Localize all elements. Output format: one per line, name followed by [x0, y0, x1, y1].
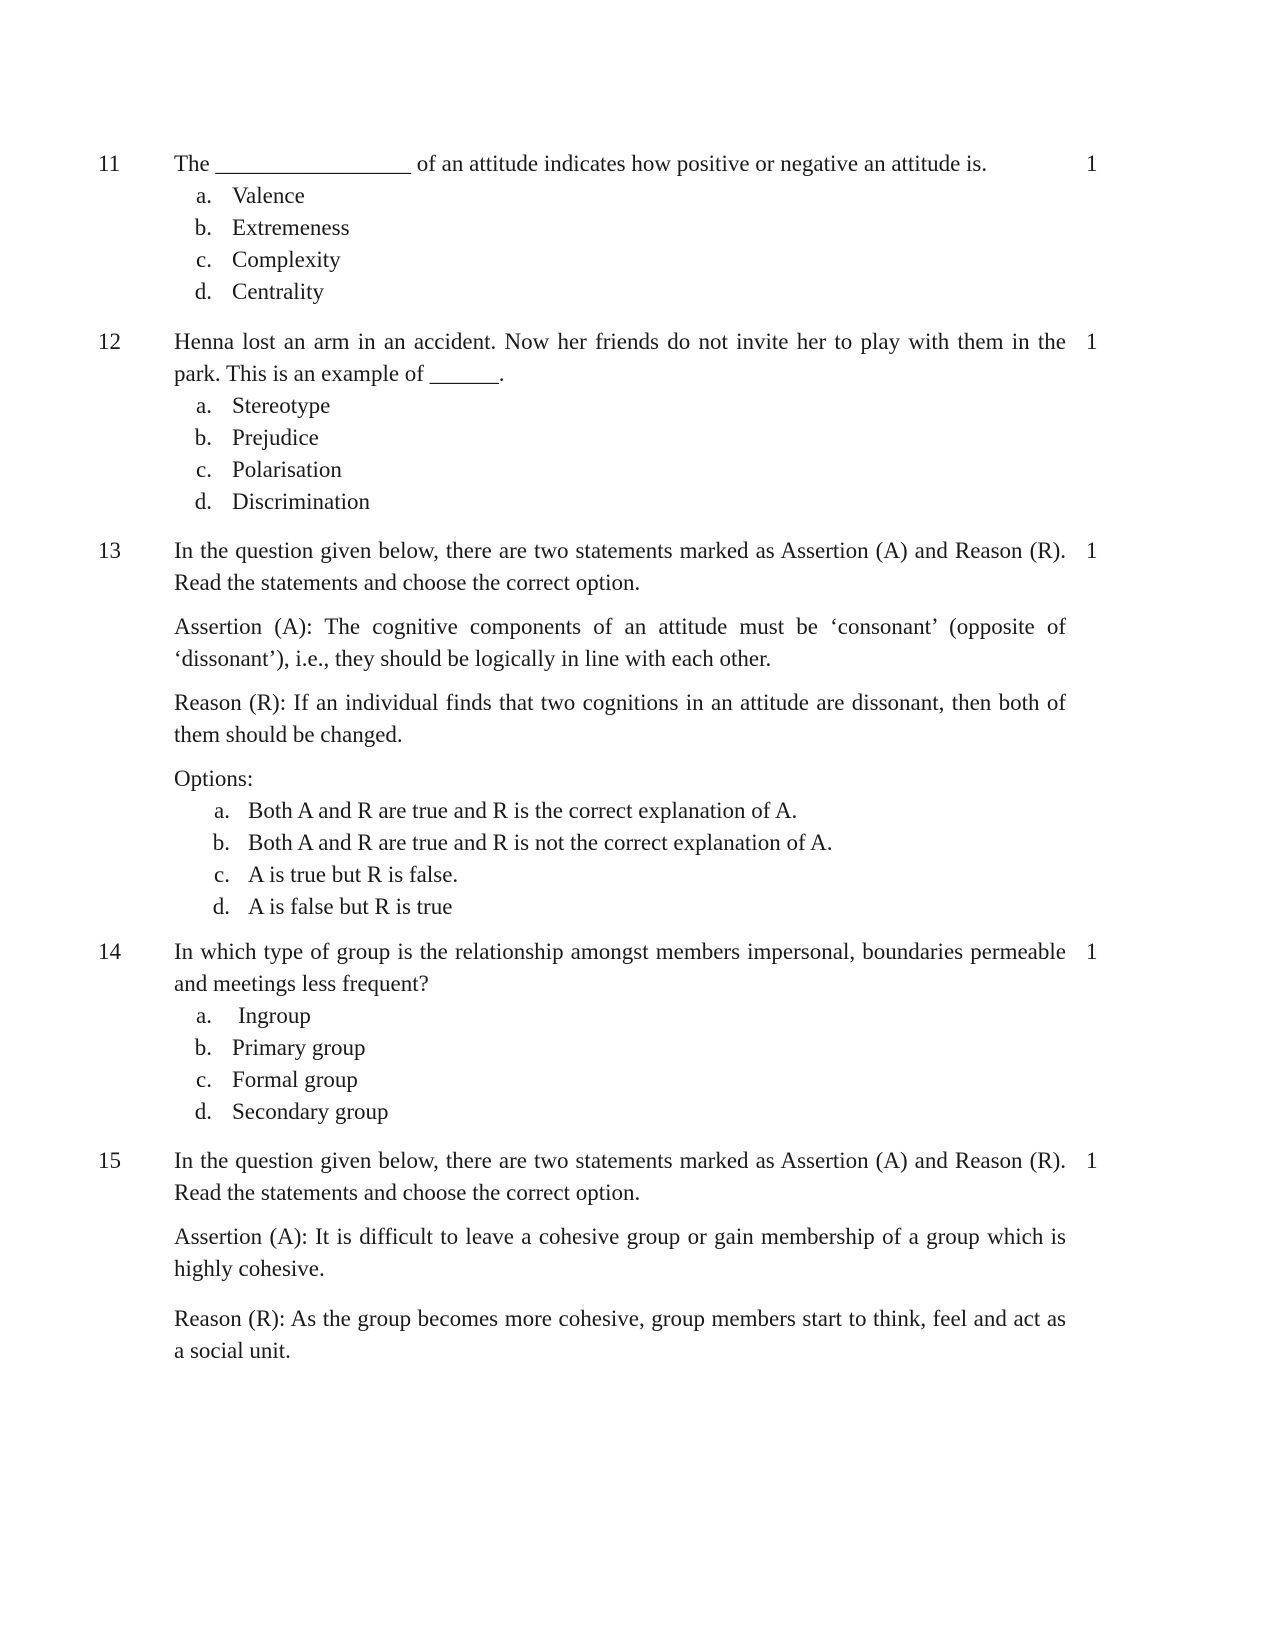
option-text: A is true but R is false. [248, 862, 459, 887]
option-letter: d. [194, 1099, 212, 1124]
question-text: In which type of group is the relationship amongst members impersonal, boundaries permeable and meetings less frequent? [174, 939, 1066, 996]
option-letter: c. [196, 457, 212, 482]
option-text: Ingroup [238, 1003, 311, 1028]
option-letter: b. [212, 830, 230, 855]
option-letter: a. [214, 798, 230, 823]
question-body [174, 936, 1066, 1128]
question-marks: 1 [1086, 538, 1098, 563]
question-marks: 1 [1086, 939, 1098, 964]
assertion-text: Assertion (A): It is difficult to leave a cohesive group or gain membership of a group which is highly cohesive. [174, 1224, 1066, 1281]
question-body [174, 148, 1066, 308]
option-text: Extremeness [232, 215, 350, 240]
question-number: 14 [98, 939, 121, 964]
option-text: Prejudice [232, 425, 319, 450]
option-letter: d. [194, 489, 212, 514]
option-text: Both A and R are true and R is not the correct explanation of A. [248, 830, 833, 855]
option-d [174, 486, 1066, 518]
option-c [174, 454, 1066, 486]
option-d [174, 1096, 1066, 1128]
option-text: Stereotype [232, 393, 331, 418]
option-a [174, 795, 1066, 827]
option-b [174, 1032, 1066, 1064]
option-letter: d. [194, 279, 212, 304]
option-letter: a. [196, 393, 212, 418]
options-label: Options: [174, 766, 254, 791]
option-list [174, 390, 1066, 518]
assertion-text: Assertion (A): The cognitive components of an attitude must be ‘consonant’ (opposite of ‘dissonant’), i.e., they should be logically in line with each other. [174, 614, 1066, 671]
option-text: Centrality [232, 279, 324, 304]
option-c [174, 1064, 1066, 1096]
reason-text: Reason (R): As the group becomes more cohesive, group members start to think, feel and act as a social unit. [174, 1306, 1066, 1363]
question-marks: 1 [1086, 151, 1098, 176]
option-text: Polarisation [232, 457, 342, 482]
question-body [174, 535, 1066, 923]
option-b [174, 212, 1066, 244]
option-b [174, 827, 1066, 859]
option-list [174, 180, 1066, 308]
option-letter: b. [194, 215, 212, 240]
question-number: 13 [98, 538, 121, 563]
option-a [174, 390, 1066, 422]
option-letter: c. [196, 247, 212, 272]
question-text: The _________________ of an attitude indicates how positive or negative an attitude is. [174, 151, 988, 176]
question-number: 11 [98, 151, 121, 176]
option-letter: b. [194, 1035, 212, 1060]
option-c [174, 244, 1066, 276]
question-body [174, 1145, 1066, 1367]
option-a [174, 1000, 1066, 1032]
option-text: Discrimination [232, 489, 370, 514]
option-text: Secondary group [232, 1099, 389, 1124]
option-list [174, 1000, 1066, 1128]
option-letter: c. [214, 862, 230, 887]
option-text: Both A and R are true and R is the correct explanation of A. [248, 798, 798, 823]
question-marks: 1 [1086, 1148, 1098, 1173]
option-text: A is false but R is true [248, 894, 453, 919]
option-d [174, 891, 1066, 923]
reason-text: Reason (R): If an individual finds that two cognitions in an attitude are dissonant, then both of them should be changed. [174, 690, 1066, 747]
option-letter: d. [212, 894, 230, 919]
option-c [174, 859, 1066, 891]
option-text: Valence [232, 183, 305, 208]
option-list [174, 795, 1066, 923]
question-text: In the question given below, there are two statements marked as Assertion (A) and Reason (R). Read the statements and choose the correct option. [174, 1148, 1066, 1205]
option-letter: a. [196, 183, 212, 208]
question-text: In the question given below, there are two statements marked as Assertion (A) and Reason (R). Read the statements and choose the correct option. [174, 538, 1066, 595]
option-letter: a. [196, 1003, 212, 1028]
option-text: Complexity [232, 247, 341, 272]
question-number: 15 [98, 1148, 121, 1173]
option-text: Primary group [232, 1035, 366, 1060]
question-text: Henna lost an arm in an accident. Now her friends do not invite her to play with them in the park. This is an example of ______. [174, 329, 1066, 386]
question-body [174, 326, 1066, 518]
option-text: Formal group [232, 1067, 358, 1092]
option-d [174, 276, 1066, 308]
question-marks: 1 [1086, 329, 1098, 354]
option-b [174, 422, 1066, 454]
option-letter: c. [196, 1067, 212, 1092]
option-a [174, 180, 1066, 212]
question-number: 12 [98, 329, 121, 354]
option-letter: b. [194, 425, 212, 450]
